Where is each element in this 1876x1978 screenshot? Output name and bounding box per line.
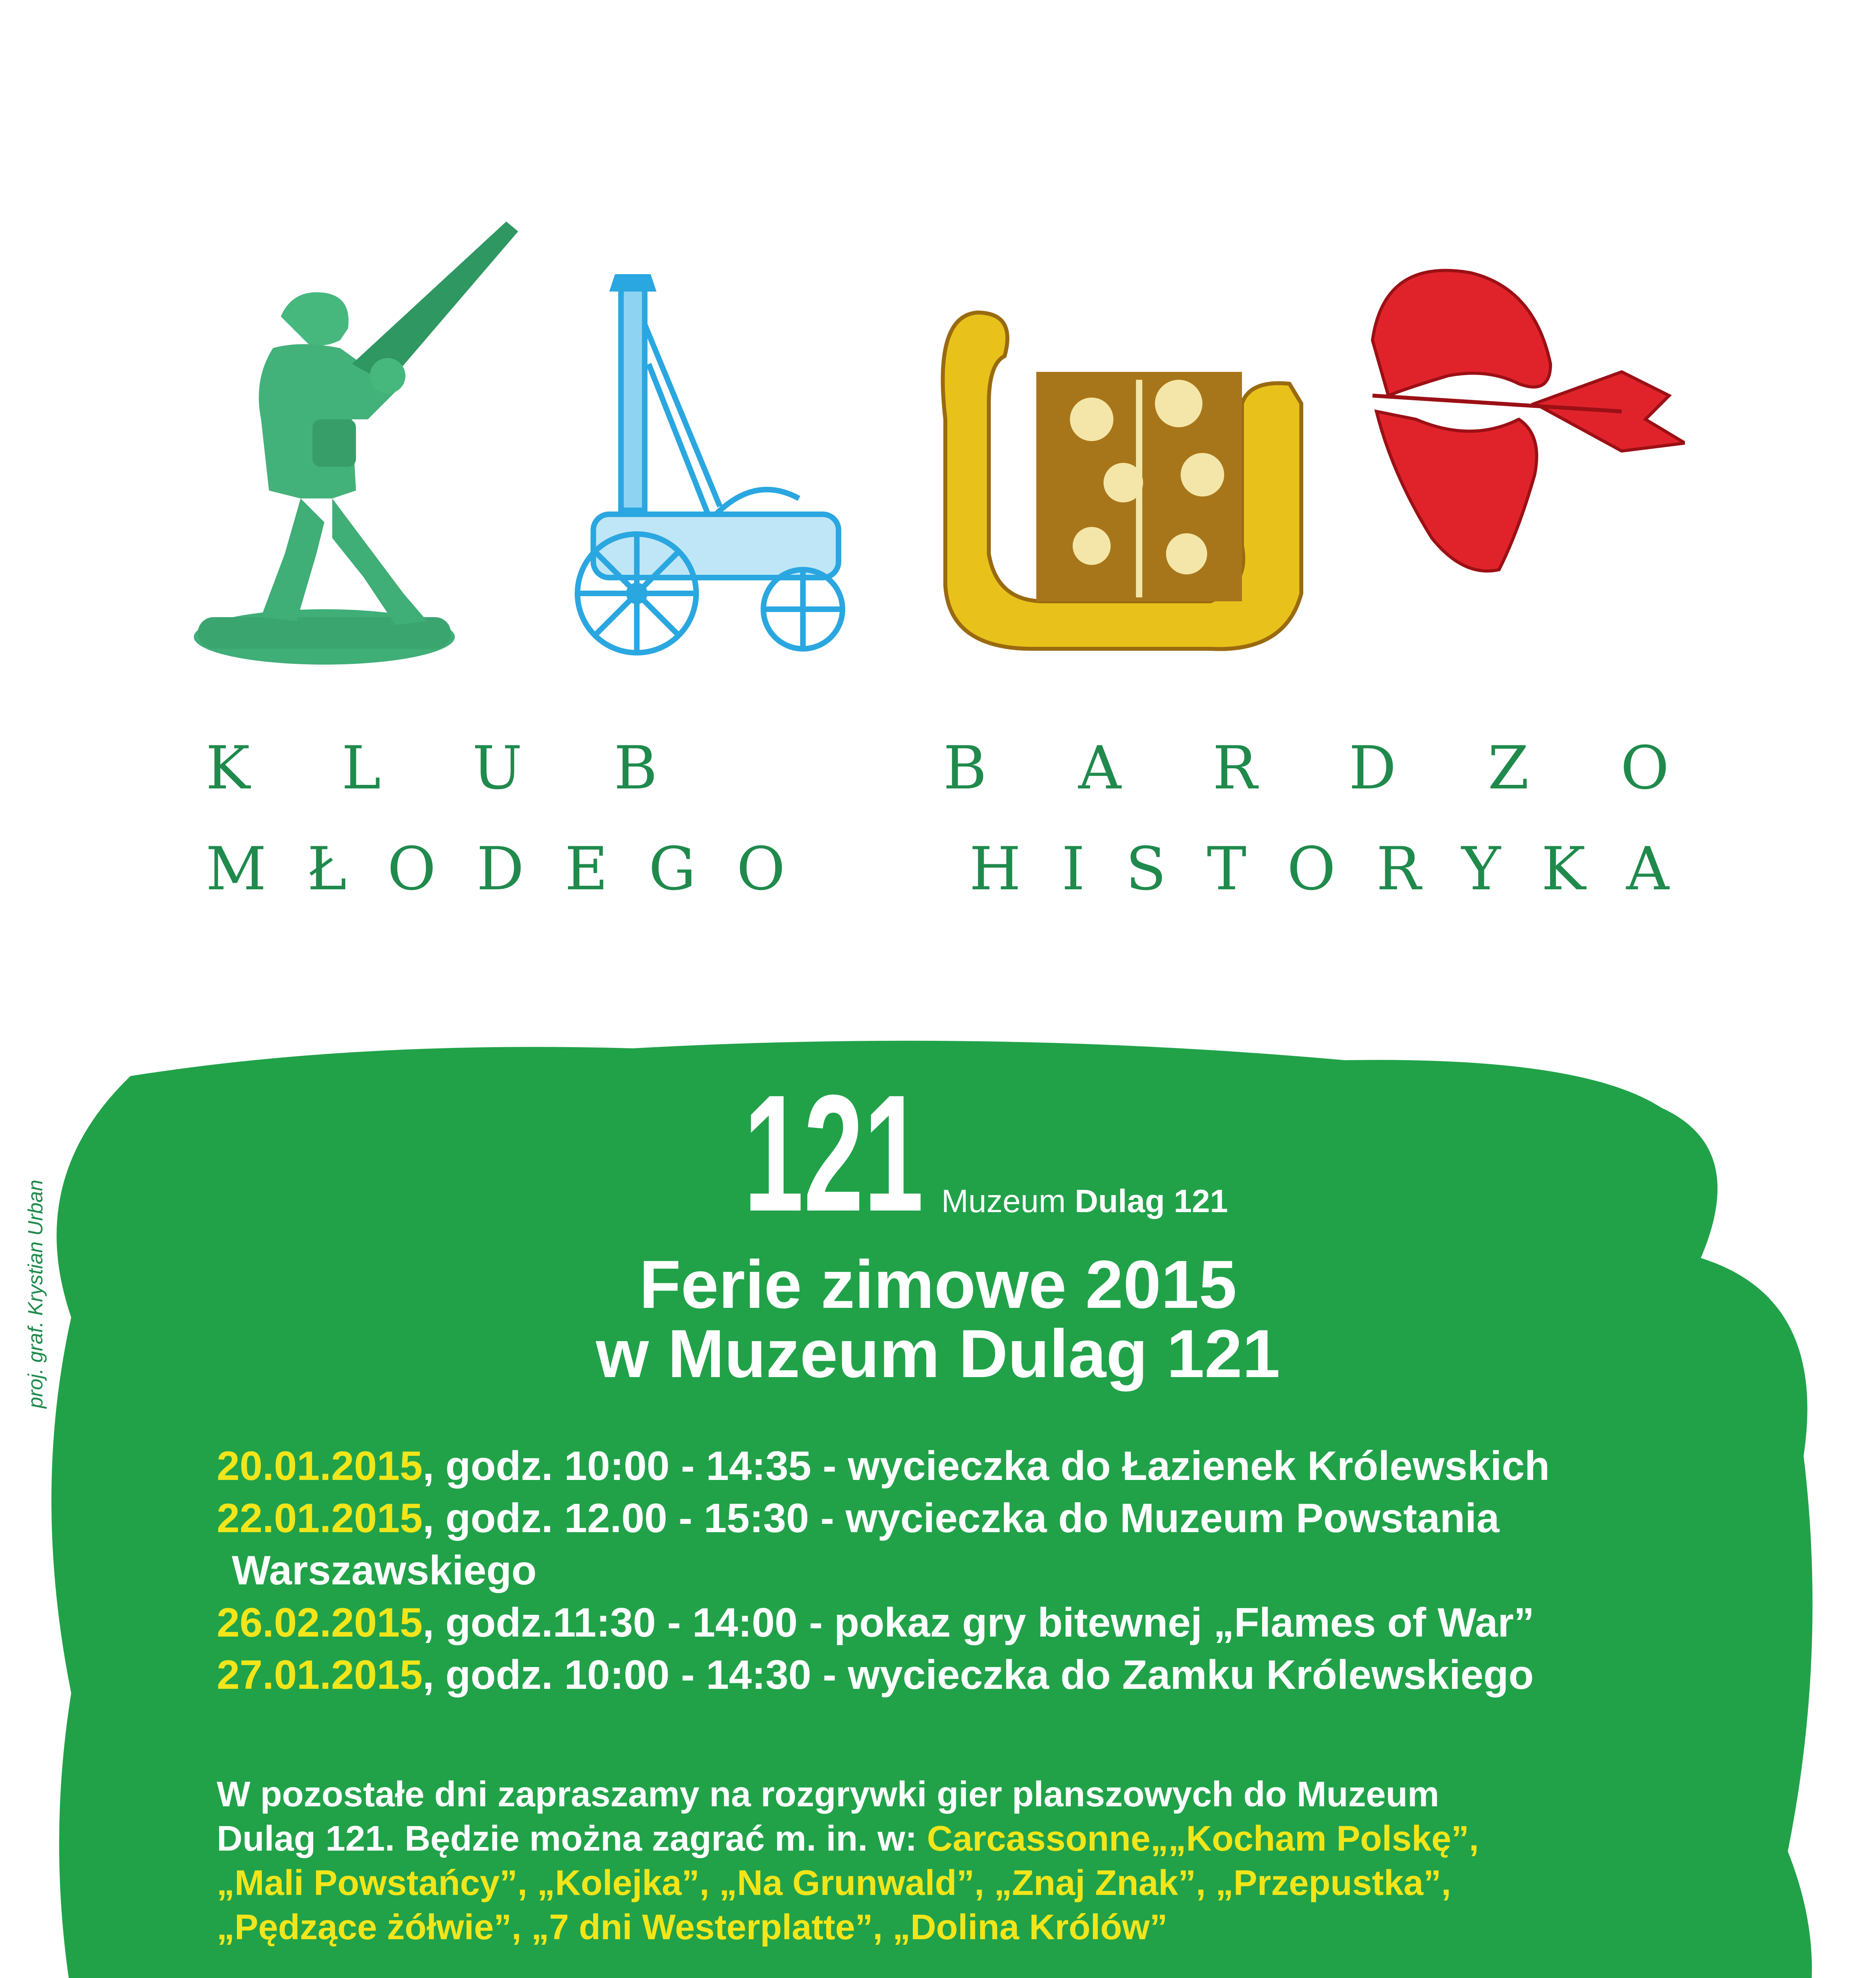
glider-illustration bbox=[1372, 271, 1685, 571]
games-titles-line-1: Carcassonne„„Kocham Polskę”, bbox=[927, 1819, 1479, 1859]
club-line-1-letter: R bbox=[1212, 734, 1257, 803]
club-line-2-letter: O bbox=[387, 835, 436, 904]
club-line-2-letter: Ł bbox=[307, 835, 347, 904]
club-line-1-letter: B bbox=[943, 734, 987, 803]
club-line-2-letter: H bbox=[969, 835, 1021, 904]
schedule-item bbox=[217, 1649, 1759, 1701]
club-line-2-letter: S bbox=[1125, 835, 1166, 904]
schedule-text: , godz. 10:00 - 14:30 - wycieczka do Zamku Królewskiego bbox=[422, 1652, 1534, 1698]
club-line-2-letter: O bbox=[736, 835, 786, 904]
design-credit: proj. graf. Krystian Urban bbox=[24, 1179, 47, 1408]
headline-line-2: w Muzeum Dulag 121 bbox=[596, 1316, 1280, 1392]
schedule-text: , godz. 12.00 - 15:30 - wycieczka do Muzeum Powstania bbox=[422, 1495, 1499, 1541]
schedule-date: 26.02.2015 bbox=[217, 1600, 423, 1646]
club-line-2-letter: R bbox=[1376, 835, 1421, 904]
club-title-line-1 bbox=[206, 734, 1669, 803]
museum-name: Dulag 121 bbox=[1075, 1183, 1228, 1219]
event-schedule bbox=[217, 1440, 1759, 1701]
club-line-2-letter: I bbox=[1061, 835, 1085, 904]
toy-soldier-illustration bbox=[194, 222, 518, 665]
club-line-2-letter: M bbox=[206, 835, 267, 904]
logo-number: 121 bbox=[744, 1080, 924, 1222]
locomotive-illustration bbox=[577, 277, 842, 653]
museum-prefix: Muzeum bbox=[941, 1183, 1066, 1219]
club-title-line-2 bbox=[206, 835, 1669, 904]
club-line-2-letter: E bbox=[564, 835, 608, 904]
club-line-2-letter: T bbox=[1207, 835, 1247, 904]
games-titles-line-3: „Pędzące żółwie”, „7 dni Westerplatte”, „Dolina Królów” bbox=[217, 1908, 1168, 1947]
games-intro-line-2: Dulag 121. Będzie można zagrać m. in. w: bbox=[217, 1819, 927, 1859]
club-line-1-letter: B bbox=[613, 734, 658, 803]
club-line-1-letter: O bbox=[1620, 734, 1669, 803]
museum-logo-121 bbox=[744, 1080, 926, 1222]
games-intro-line-1: W pozostałe dni zapraszamy na rozgrywki gier planszowych do Muzeum bbox=[217, 1775, 1439, 1814]
headline-line-1: Ferie zimowe 2015 bbox=[639, 1247, 1237, 1322]
schedule-date: 22.01.2015 bbox=[217, 1495, 423, 1541]
club-line-1-letter: A bbox=[1078, 734, 1121, 803]
schedule-text-continuation: Warszawskiego bbox=[232, 1548, 537, 1593]
schedule-text: , godz.11:30 - 14:00 - pokaz gry bitewnej „Flames of War” bbox=[422, 1600, 1535, 1646]
club-line-1-letter: U bbox=[472, 734, 522, 803]
schedule-item bbox=[217, 1440, 1759, 1492]
schedule-date: 27.01.2015 bbox=[217, 1652, 423, 1698]
club-line-2-letter: G bbox=[648, 835, 696, 904]
schedule-item bbox=[217, 1597, 1759, 1649]
ornamental-letter-illustration bbox=[943, 313, 1301, 649]
headline bbox=[0, 1247, 1876, 1392]
club-line-2-letter: A bbox=[1626, 835, 1669, 904]
schedule-date: 20.01.2015 bbox=[217, 1443, 423, 1489]
schedule-item bbox=[217, 1492, 1759, 1544]
club-line-2-letter: O bbox=[1287, 835, 1336, 904]
board-games-paragraph bbox=[217, 1772, 1680, 1950]
header-illustrations bbox=[182, 198, 1685, 692]
club-line-1-letter: D bbox=[1348, 734, 1397, 803]
club-line-2-letter: K bbox=[1541, 835, 1586, 904]
schedule-text: , godz. 10:00 - 14:35 - wycieczka do Łazienek Królewskich bbox=[422, 1443, 1550, 1489]
club-line-1-letter: K bbox=[206, 734, 250, 803]
club-line-2-letter: D bbox=[476, 835, 524, 904]
games-titles-line-2: „Mali Powstańcy”, „Kolejka”, „Na Grunwald”, „Znaj Znak”, „Przepustka”, bbox=[217, 1863, 1451, 1903]
club-line-1-letter: L bbox=[341, 734, 381, 803]
museum-name-label bbox=[941, 1183, 1228, 1220]
club-line-2-letter: Y bbox=[1461, 835, 1501, 904]
club-line-1-letter: Z bbox=[1488, 734, 1529, 803]
